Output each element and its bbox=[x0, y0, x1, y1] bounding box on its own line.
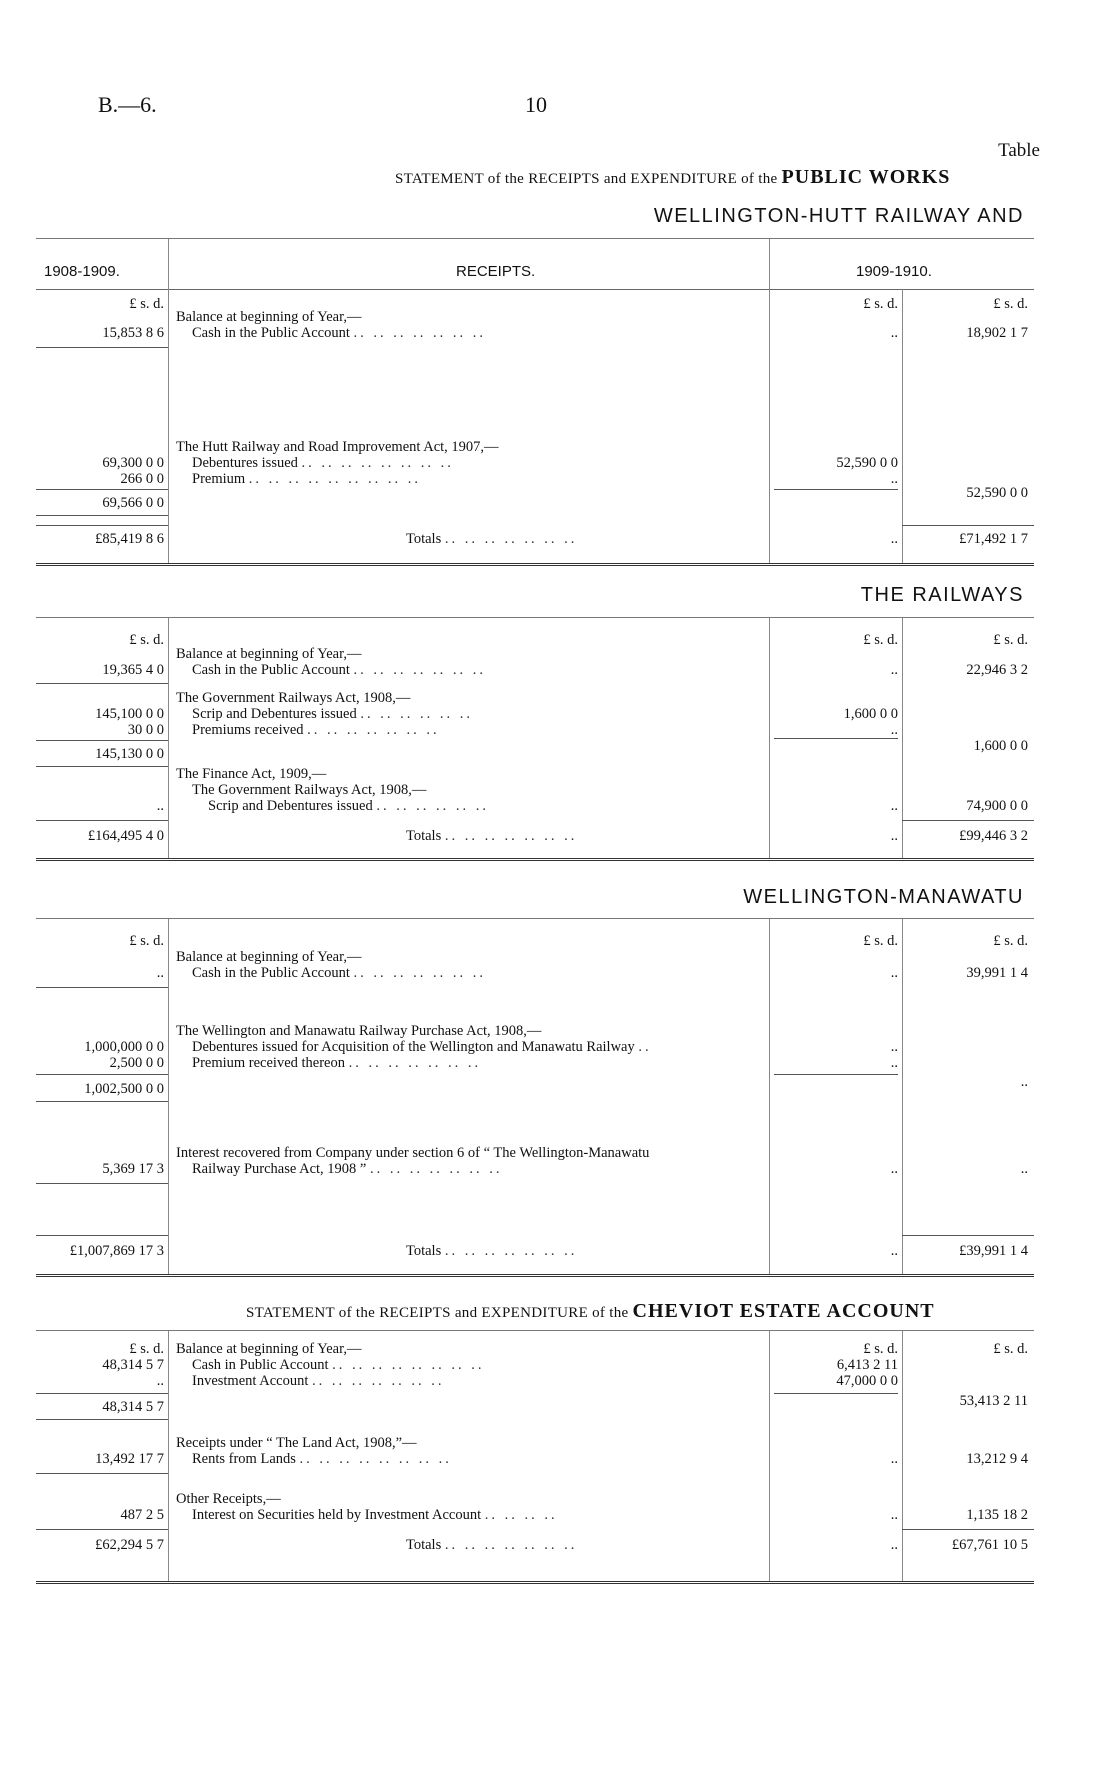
premium-label: Premium received thereon .. .. .. .. .. .. .. bbox=[192, 1055, 482, 1071]
rents-prev: 13,492 17 7 bbox=[95, 1451, 164, 1467]
premium-label: Premium .. .. .. .. .. .. .. .. .. bbox=[192, 471, 422, 487]
total-prev: £164,495 4 0 bbox=[87, 828, 164, 844]
cheviot-statement-heading bbox=[246, 1300, 935, 1323]
finance-scrip-label: Scrip and Debentures issued .. .. .. .. .. .. bbox=[208, 798, 489, 814]
dots-prev: .. bbox=[156, 1373, 164, 1389]
table-the-railways bbox=[36, 617, 1034, 861]
page-reference: B.—6. bbox=[98, 92, 157, 117]
rents-label: Rents from Lands .. .. .. .. .. .. .. .. bbox=[192, 1451, 452, 1467]
table-wellington-manawatu bbox=[36, 918, 1034, 1277]
cash-curr: 39,991 1 4 bbox=[966, 965, 1028, 981]
cash-prev: 15,853 8 6 bbox=[102, 325, 164, 341]
act-subtotal-curr: 1,600 0 0 bbox=[973, 738, 1028, 754]
statement-heading bbox=[395, 166, 950, 189]
act-heading: The Hutt Railway and Road Improvement Act, 1907,— bbox=[176, 439, 499, 455]
lsd-header: £ s. d. bbox=[993, 933, 1028, 949]
dots-mid: .. bbox=[890, 798, 898, 814]
act-subtotal-curr: 52,590 0 0 bbox=[966, 485, 1028, 501]
total-curr: £67,761 10 5 bbox=[951, 1537, 1028, 1553]
interest-prev: 5,369 17 3 bbox=[102, 1161, 164, 1177]
cash-curr: 18,902 1 7 bbox=[966, 325, 1028, 341]
finance-scrip-curr: 74,900 0 0 bbox=[966, 798, 1028, 814]
other-receipts-heading: Other Receipts,— bbox=[176, 1491, 281, 1507]
act-heading: The Government Railways Act, 1908,— bbox=[176, 690, 411, 706]
cash-label: Cash in the Public Account .. .. .. .. .. .. .. bbox=[192, 325, 486, 341]
investment-mid: 47,000 0 0 bbox=[836, 1373, 898, 1389]
dots-mid: .. bbox=[890, 1039, 898, 1055]
lsd-header: £ s. d. bbox=[129, 1341, 164, 1357]
act-subtotal-prev: 69,566 0 0 bbox=[102, 495, 164, 511]
cash-prev: 19,365 4 0 bbox=[102, 662, 164, 678]
scrip-mid: 1,600 0 0 bbox=[843, 706, 898, 722]
interest-label: Interest on Securities held by Investment Account .. .. .. .. bbox=[192, 1507, 558, 1523]
act-subtotal-prev: 1,002,500 0 0 bbox=[84, 1081, 164, 1097]
section-title-wellington-manawatu: WELLINGTON-MANAWATU bbox=[743, 886, 1024, 908]
lsd-header: £ s. d. bbox=[129, 933, 164, 949]
statement-bold: CHEVIOT ESTATE ACCOUNT bbox=[632, 1300, 935, 1322]
land-act-heading: Receipts under “ The Land Act, 1908,”— bbox=[176, 1435, 417, 1451]
lsd-header: £ s. d. bbox=[863, 632, 898, 648]
page-number: 10 bbox=[525, 92, 547, 117]
lsd-header: £ s. d. bbox=[863, 933, 898, 949]
balance-heading: Balance at beginning of Year,— bbox=[176, 949, 362, 965]
dots-prev: .. bbox=[156, 965, 164, 981]
finance-sub-heading: The Government Railways Act, 1908,— bbox=[192, 782, 427, 798]
col-1909-1910: 1909-1910. bbox=[856, 263, 932, 280]
statement-prefix: STATEMENT of the RECEIPTS and EXPENDITURE of the bbox=[246, 1305, 629, 1321]
interest-line-2: Railway Purchase Act, 1908 ” .. .. .. .. .. .. .. bbox=[192, 1161, 503, 1177]
lsd-header: £ s. d. bbox=[129, 296, 164, 312]
interest-line-1: Interest recovered from Company under section 6 of “ The Wellington-Manawatu bbox=[176, 1145, 650, 1161]
section-title-the-railways: THE RAILWAYS bbox=[860, 584, 1024, 606]
dots-mid: .. bbox=[890, 325, 898, 341]
premium-prev: 266 0 0 bbox=[120, 471, 164, 487]
dots-mid: .. bbox=[890, 1507, 898, 1523]
lsd-header: £ s. d. bbox=[863, 296, 898, 312]
totals-label: Totals .. .. .. .. .. .. .. bbox=[406, 1243, 578, 1259]
dots-mid: .. bbox=[890, 965, 898, 981]
dots-prev: .. bbox=[156, 798, 164, 814]
investment-label: Investment Account .. .. .. .. .. .. .. bbox=[192, 1373, 445, 1389]
col-receipts: RECEIPTS. bbox=[456, 263, 536, 280]
scrip-label: Scrip and Debentures issued .. .. .. .. .. .. bbox=[192, 706, 473, 722]
statement-prefix: STATEMENT of the RECEIPTS and EXPENDITURE of the bbox=[395, 171, 778, 187]
balance-heading: Balance at beginning of Year,— bbox=[176, 309, 362, 325]
debentures-label: Debentures issued .. .. .. .. .. .. .. .. bbox=[192, 455, 454, 471]
table-label: Table bbox=[998, 140, 1040, 161]
lsd-header: £ s. d. bbox=[993, 1341, 1028, 1357]
act-heading: The Wellington and Manawatu Railway Purchase Act, 1908,— bbox=[176, 1023, 542, 1039]
finance-heading: The Finance Act, 1909,— bbox=[176, 766, 327, 782]
totals-label: Totals .. .. .. .. .. .. .. bbox=[406, 828, 578, 844]
dots-mid: .. bbox=[890, 828, 898, 844]
dots-mid: .. bbox=[890, 1055, 898, 1071]
cash-label: Cash in Public Account .. .. .. .. .. .. .. .. bbox=[192, 1357, 485, 1373]
col-1908-1909: 1908-1909. bbox=[44, 263, 120, 280]
dots-mid: .. bbox=[890, 1537, 898, 1553]
act-subtotal-prev: 145,130 0 0 bbox=[95, 746, 164, 762]
cash-prev: 48,314 5 7 bbox=[102, 1357, 164, 1373]
debentures-prev: 1,000,000 0 0 bbox=[84, 1039, 164, 1055]
scrip-prev: 145,100 0 0 bbox=[95, 706, 164, 722]
lsd-header: £ s. d. bbox=[993, 632, 1028, 648]
lsd-header: £ s. d. bbox=[129, 632, 164, 648]
debentures-prev: 69,300 0 0 bbox=[102, 455, 164, 471]
section-title-wellington-hutt: WELLINGTON-HUTT RAILWAY AND bbox=[653, 205, 1024, 227]
cash-curr: 22,946 3 2 bbox=[966, 662, 1028, 678]
dots-mid: .. bbox=[890, 722, 898, 738]
premium-prev: 2,500 0 0 bbox=[109, 1055, 164, 1071]
table-header bbox=[36, 239, 1034, 290]
table-cheviot-estate bbox=[36, 1330, 1034, 1584]
cash-label: Cash in the Public Account .. .. .. .. .. .. .. bbox=[192, 965, 486, 981]
premiums-prev: 30 0 0 bbox=[127, 722, 164, 738]
table-wellington-hutt bbox=[36, 238, 1034, 566]
balance-heading: Balance at beginning of Year,— bbox=[176, 1341, 362, 1357]
total-curr: £99,446 3 2 bbox=[959, 828, 1028, 844]
dots-mid: .. bbox=[890, 1451, 898, 1467]
total-prev: £62,294 5 7 bbox=[95, 1537, 164, 1553]
totals-label: Totals .. .. .. .. .. .. .. bbox=[406, 1537, 578, 1553]
lsd-header: £ s. d. bbox=[993, 296, 1028, 312]
lsd-header: £ s. d. bbox=[863, 1341, 898, 1357]
total-prev: £85,419 8 6 bbox=[95, 531, 164, 547]
debentures-label: Debentures issued for Acquisition of the Wellington and Manawatu Railway .. bbox=[192, 1039, 652, 1055]
total-prev: £1,007,869 17 3 bbox=[69, 1243, 164, 1259]
total-curr: £39,991 1 4 bbox=[959, 1243, 1028, 1259]
balance-subtotal-curr: 53,413 2 11 bbox=[959, 1393, 1028, 1409]
dots-mid: .. bbox=[890, 662, 898, 678]
interest-curr: 1,135 18 2 bbox=[966, 1507, 1028, 1523]
premiums-label: Premiums received .. .. .. .. .. .. .. bbox=[192, 722, 440, 738]
interest-prev: 487 2 5 bbox=[120, 1507, 164, 1523]
balance-subtotal-prev: 48,314 5 7 bbox=[102, 1399, 164, 1415]
dots-mid: .. bbox=[890, 1161, 898, 1177]
dots-mid: .. bbox=[890, 531, 898, 547]
dots-curr: .. bbox=[1020, 1161, 1028, 1177]
dots-mid: .. bbox=[890, 471, 898, 487]
balance-heading: Balance at beginning of Year,— bbox=[176, 646, 362, 662]
dots-mid: .. bbox=[890, 1243, 898, 1259]
cash-mid: 6,413 2 11 bbox=[836, 1357, 898, 1373]
debentures-mid: 52,590 0 0 bbox=[836, 455, 898, 471]
cash-label: Cash in the Public Account .. .. .. .. .. .. .. bbox=[192, 662, 486, 678]
statement-bold: PUBLIC WORKS bbox=[781, 166, 951, 188]
dots-curr: .. bbox=[1020, 1074, 1028, 1090]
total-curr: £71,492 1 7 bbox=[959, 531, 1028, 547]
totals-label: Totals .. .. .. .. .. .. .. bbox=[406, 531, 578, 547]
rents-curr: 13,212 9 4 bbox=[966, 1451, 1028, 1467]
